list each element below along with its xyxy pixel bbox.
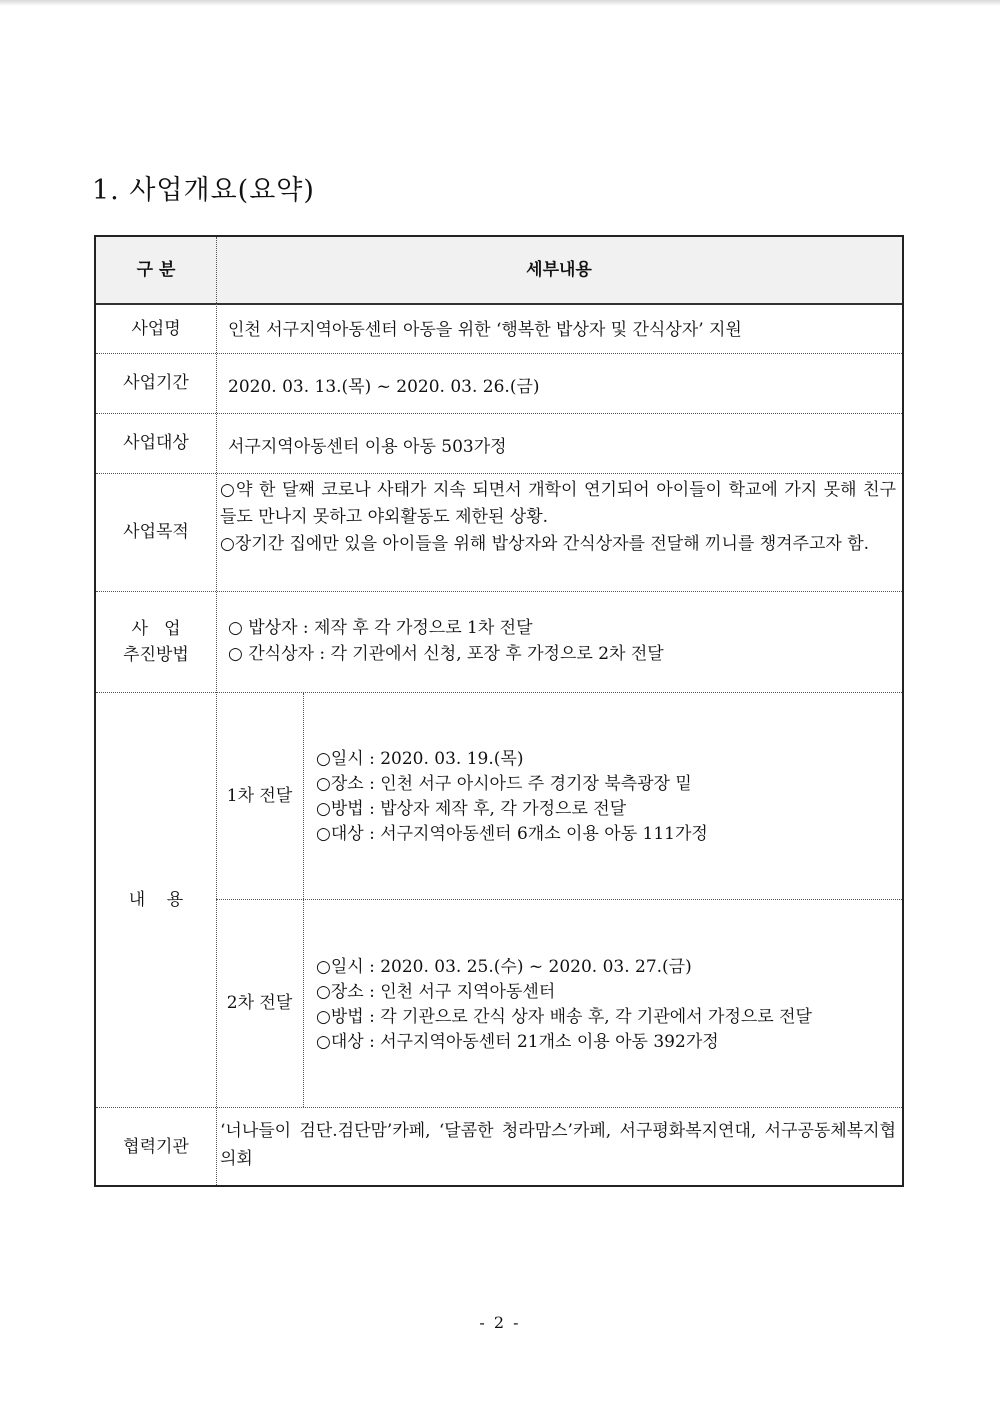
method-line: ○ 밥상자 : 제작 후 각 가정으로 1차 전달 [228,618,533,638]
method-label [96,592,216,692]
second-delivery-label: 2차 전달 [226,993,293,1014]
partners-label: 협력기관 [123,1137,189,1158]
first-delivery-line: ○방법 : 밥상자 제작 후, 각 가정으로 전달 [316,799,627,819]
first-delivery-line: ○장소 : 인천 서구 아시아드 주 경기장 북측광장 밑 [316,774,692,794]
project-name-value: 인천 서구지역아동센터 아동을 위한 ‘행복한 밥상자 및 간식상자’ 지원 [228,320,742,340]
second-delivery-line: ○대상 : 서구지역아동센터 21개소 이용 아동 392가정 [316,1032,719,1052]
method-label-line: 추진방법 [123,645,189,665]
target-value: 서구지역아동센터 이용 아동 503가정 [228,437,507,457]
subrow-divider [216,899,902,900]
row-divider [96,413,902,414]
second-delivery-details [316,955,812,1055]
method-line: ○ 간식상자 : 각 기관에서 신청, 포장 후 가정으로 2차 전달 [228,644,664,664]
header-category: 구 분 [136,260,176,281]
first-delivery-label: 1차 전달 [226,785,293,806]
row-divider [96,591,902,592]
second-delivery-line: ○일시 : 2020. 03. 25.(수) ~ 2020. 03. 27.(금) [316,957,692,977]
row-divider [96,353,902,354]
second-delivery-line: ○방법 : 각 기관으로 간식 상자 배송 후, 각 기관에서 가정으로 전달 [316,1007,812,1027]
method-text [228,615,664,667]
page-number: - 2 - [479,1313,521,1332]
purpose-label: 사업목적 [123,522,189,543]
partners-value: ‘너나들이 검단.검단맘’카페, ‘달콤한 청라맘스’카페, 서구평화복지연대, 서구공동체복지협의회 [220,1121,896,1169]
project-name-label: 사업명 [131,318,181,339]
header-details: 세부내용 [526,260,592,281]
purpose-line: ○약 한 달째 코로나 사태가 지속 되면서 개학이 연기되어 아이들이 학교에 가지 못해 친구들도 만나지 못하고 야외활동도 제한된 상황. [220,480,896,527]
period-label: 사업기간 [123,373,189,394]
subcolumn-divider [303,693,304,1107]
first-delivery-line: ○대상 : 서구지역아동센터 6개소 이용 아동 111가정 [316,824,708,844]
first-delivery-details [316,747,708,847]
purpose-line: ○장기간 집에만 있을 아이들을 위해 밥상자와 간식상자를 전달해 끼니를 챙겨주고자 함. [220,534,870,554]
summary-table [94,235,904,1187]
row-divider [96,473,902,474]
scan-edge [0,0,1000,6]
purpose-text [220,477,896,558]
method-label-line: 사 업 [131,618,181,639]
content-label: 내 용 [128,889,184,910]
first-delivery-line: ○일시 : 2020. 03. 19.(목) [316,749,524,769]
period-value: 2020. 03. 13.(목) ~ 2020. 03. 26.(금) [228,377,540,397]
section-heading: 1. 사업개요(요약) [92,175,315,206]
row-divider [96,1107,902,1108]
second-delivery-line: ○장소 : 인천 서구 지역아동센터 [316,982,556,1002]
target-label: 사업대상 [123,433,189,454]
